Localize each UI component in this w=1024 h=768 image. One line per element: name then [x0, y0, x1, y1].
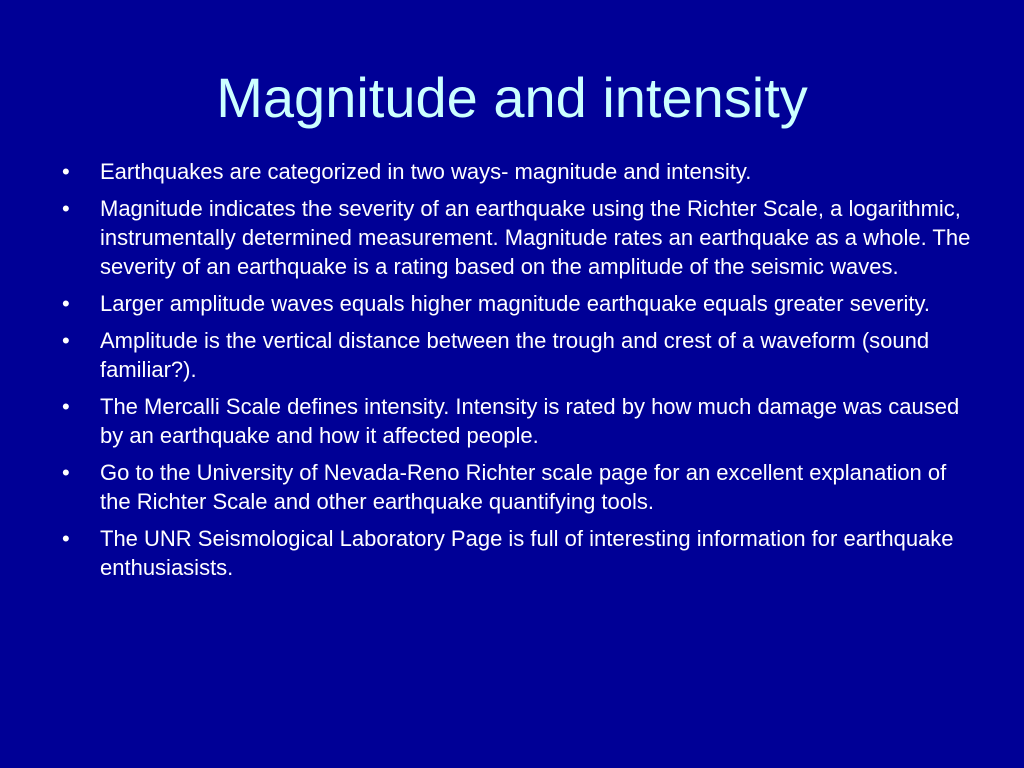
- bullet-marker: •: [62, 328, 70, 353]
- bullet-text: Earthquakes are categorized in two ways- magnitude and intensity.: [100, 159, 752, 184]
- bullet-text: The Mercalli Scale defines intensity. Intensity is rated by how much damage was caused by an earthquake and how it affected people.: [100, 394, 960, 448]
- bullet-text: Larger amplitude waves equals higher magnitude earthquake equals greater severity.: [100, 291, 930, 316]
- bullet-list: [62, 157, 972, 590]
- bullet-item: [62, 326, 972, 384]
- bullet-item: [62, 392, 972, 450]
- bullet-marker: •: [62, 394, 70, 419]
- bullet-item: [62, 289, 972, 318]
- bullet-marker: •: [62, 460, 70, 485]
- bullet-marker: •: [62, 291, 70, 316]
- bullet-text: The UNR Seismological Laboratory Page is full of interesting information for earthquake enthusiasists.: [100, 526, 954, 580]
- bullet-item: [62, 524, 972, 582]
- slide-title: Magnitude and intensity: [216, 66, 808, 129]
- bullet-item: [62, 157, 972, 186]
- bullet-text: Amplitude is the vertical distance between the trough and crest of a waveform (sound familiar?).: [100, 328, 930, 382]
- bullet-text: Magnitude indicates the severity of an earthquake using the Richter Scale, a logarithmic, instrumentally determined measurement. Magnitude rates an earthquake as a whole. The severity of an earthquake is a rating based on the amplitude of the seismic waves.: [100, 196, 971, 279]
- bullet-marker: •: [62, 159, 70, 184]
- bullet-text: Go to the University of Nevada-Reno Richter scale page for an excellent explanation of the Richter Scale and other earthquake quantifying tools.: [100, 460, 947, 514]
- bullet-item: [62, 194, 972, 281]
- bullet-item: [62, 458, 972, 516]
- bullet-marker: •: [62, 196, 70, 221]
- bullet-marker: •: [62, 526, 70, 551]
